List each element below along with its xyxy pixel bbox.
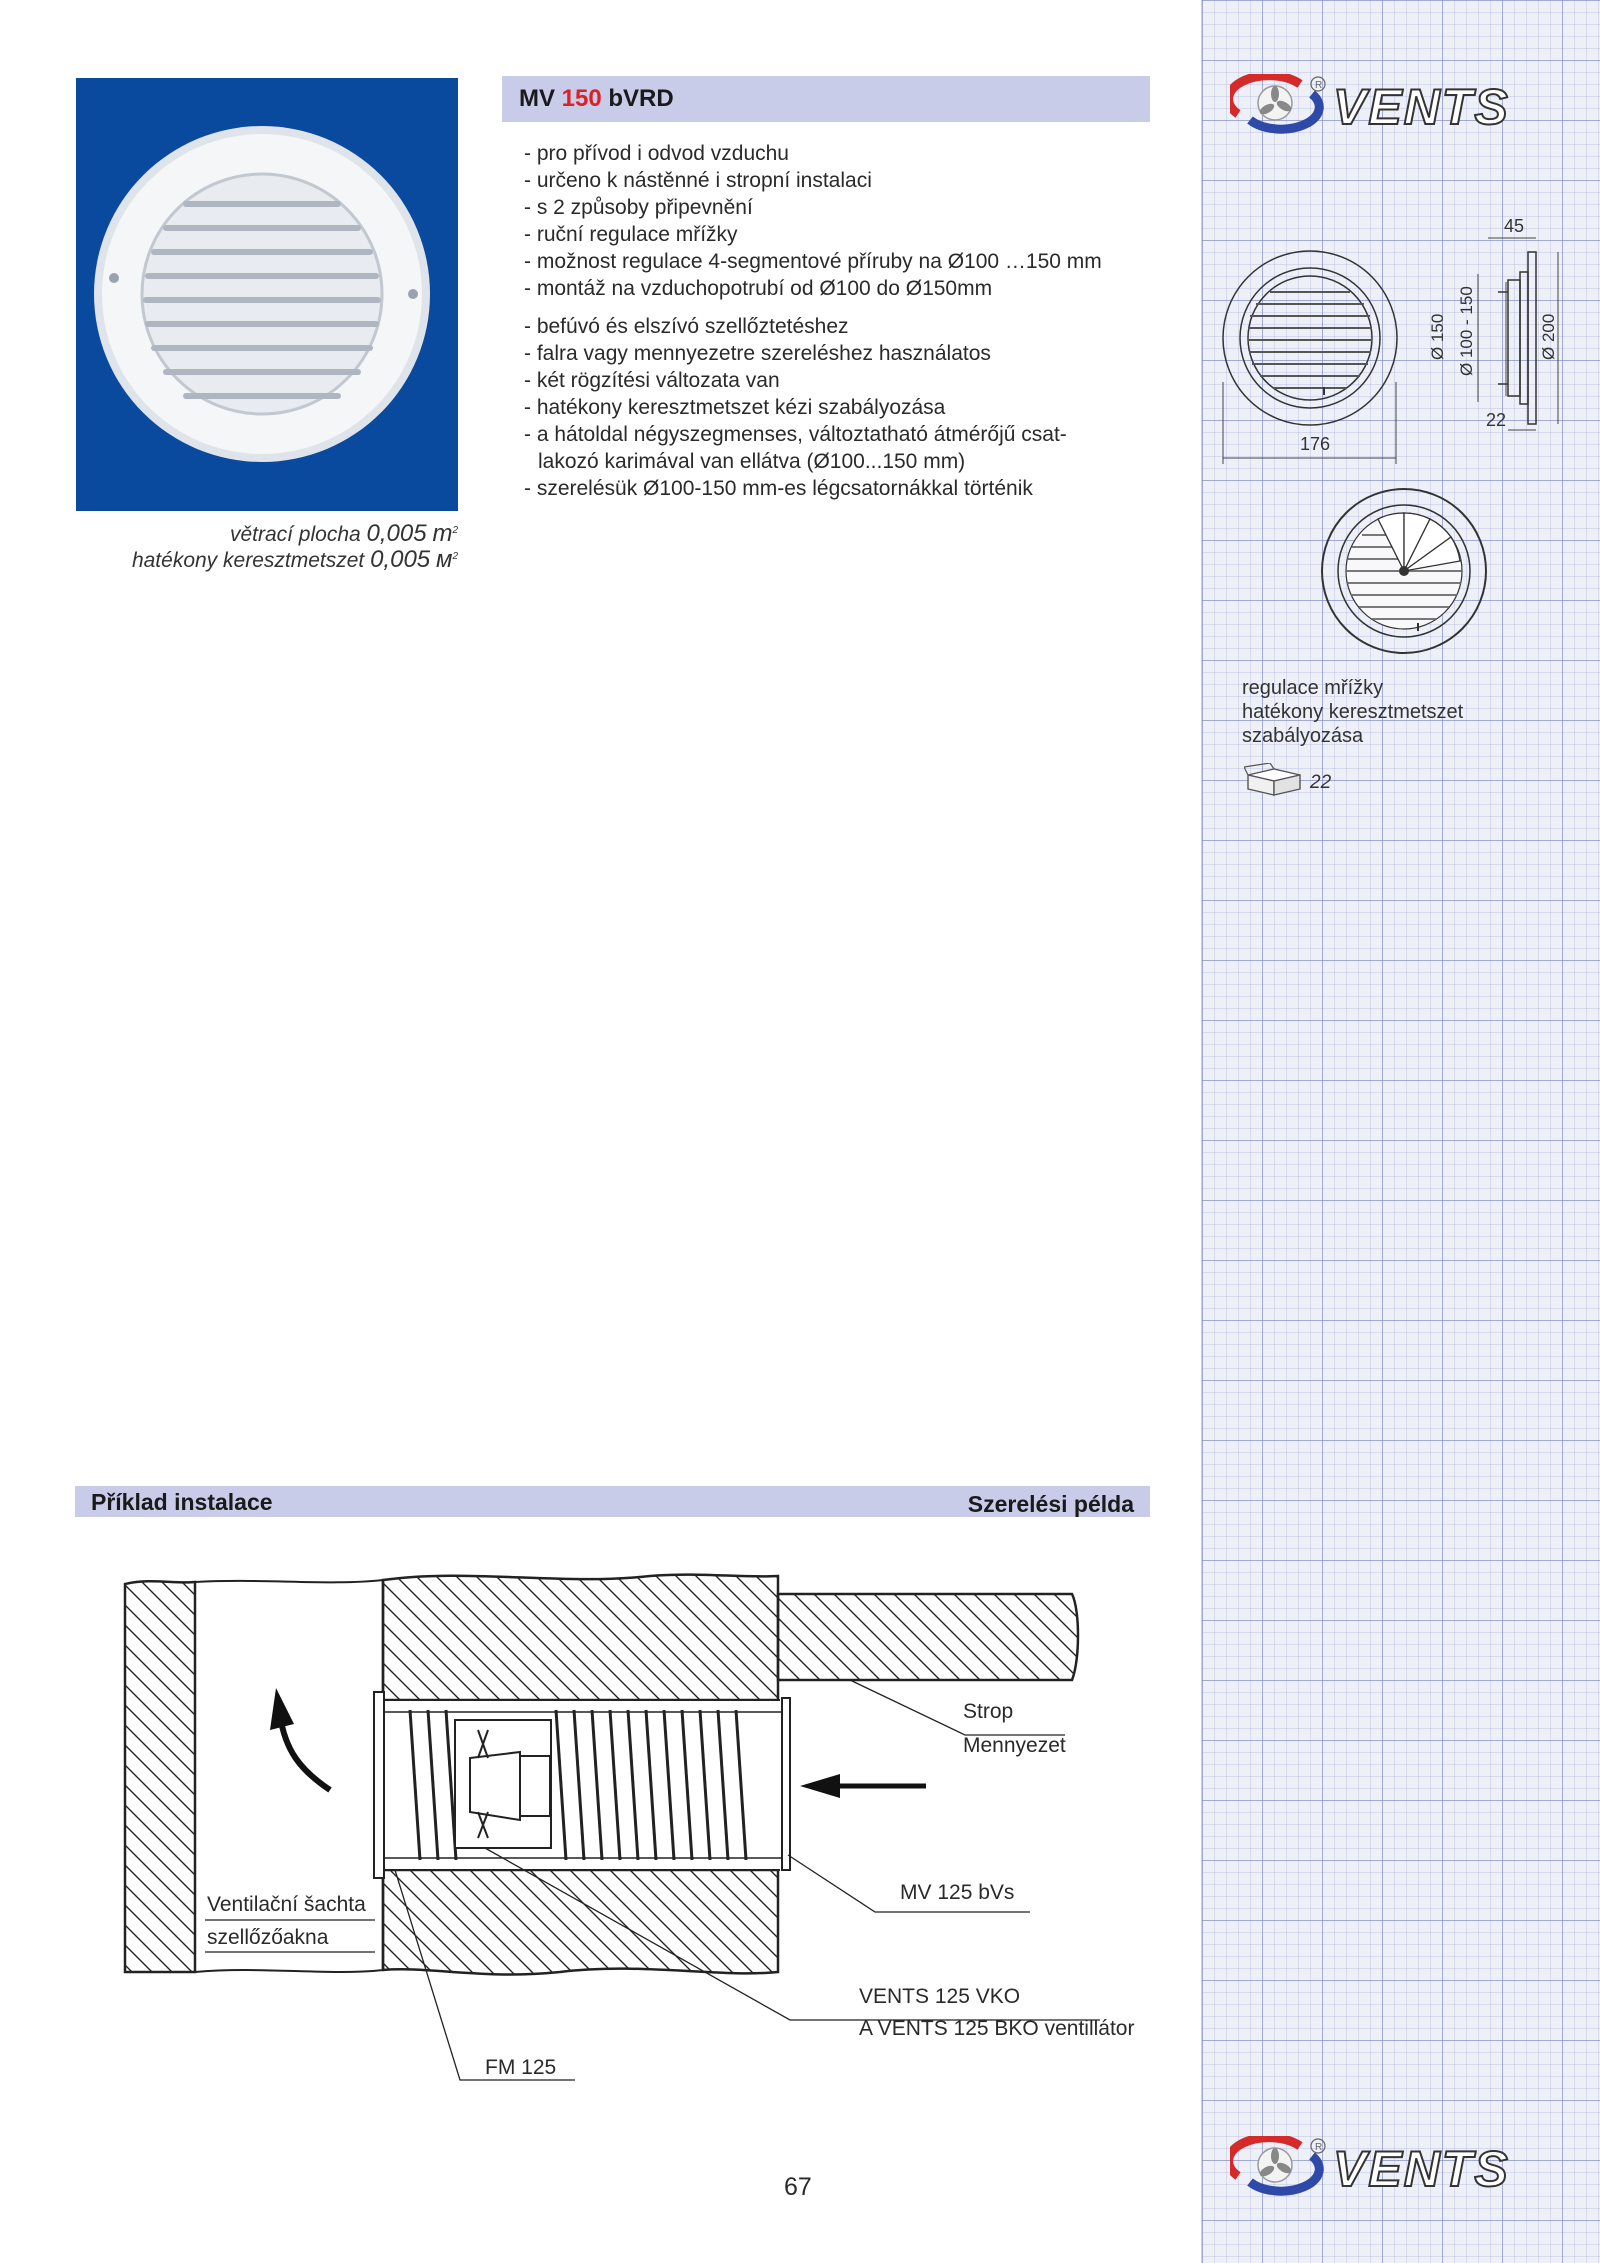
section-title-cz: Příklad instalace [91, 1489, 273, 1515]
product-title-bar [502, 76, 1150, 122]
dim-d200-label: Ø 200 [1539, 313, 1558, 360]
dim-d100-150-label: Ø 100 - 150 [1457, 286, 1476, 376]
label-shaft-cz: Ventilační šachta [207, 1893, 366, 1916]
label-shaft-hu: szellőzőakna [207, 1926, 329, 1949]
feature-item: - s 2 způsoby připevnění [524, 196, 753, 219]
regulation-caption: regulace mřížky hatékony keresztmetszet szabályozása [1242, 677, 1464, 747]
area-caption-cz: větrací plocha 0,005 $m^2$ [229, 520, 458, 547]
feature-item: - určeno k nástěnné i stropní instalaci [524, 169, 872, 192]
svg-text:VENTS: VENTS [1333, 79, 1510, 134]
label-mennyezet: Mennyezet [963, 1734, 1066, 1757]
features-list-cz [524, 140, 1102, 302]
feature-item: - možnost regulace 4-segmentové příruby na Ø100 …150 mm [524, 250, 1102, 273]
label-fan-hu: A VENTS 125 BKO ventillátor [859, 2017, 1135, 2040]
installation-section-bar [75, 1486, 1150, 1517]
feature-item: - befúvó és elszívó szellőztetéshez [524, 315, 849, 338]
installation-diagram [0, 1520, 1200, 2100]
feature-item: - pro přívod i odvod vzduchu [524, 142, 789, 165]
dimension-drawing [1218, 212, 1588, 472]
dim-d150-label: Ø 150 [1428, 313, 1447, 360]
vents-logo-bottom [1230, 2136, 1570, 2196]
feature-item: - falra vagy mennyezetre szereléshez használatos [524, 342, 991, 365]
feature-item: - szerelésük Ø100-150 mm-es légcsatornákkal történik [524, 477, 1033, 500]
section-title-hu: Szerelési példa [967, 1491, 1134, 1517]
feature-item: - hatékony keresztmetszet kézi szabályozása [524, 396, 946, 419]
feature-item: - ruční regulace mřížky [524, 223, 738, 246]
product-title: MV 150 bVRD [519, 85, 674, 112]
label-fan-cz: VENTS 125 VKO [859, 1985, 1021, 2008]
label-strop: Strop [963, 1700, 1014, 1723]
grille-regulation-drawing [1318, 485, 1490, 657]
feature-item: - a hátoldal négyszegmenses, változtatható átmérőjű csat- [524, 423, 1067, 446]
feature-item: lakozó karimával van ellátva (Ø100...150 mm) [538, 450, 966, 473]
area-caption-hu: hatékony keresztmetszet 0,005 $м^2$ [131, 546, 458, 573]
feature-item: - két rögzítési változata van [524, 369, 780, 392]
dim-depth-label: 45 [1504, 216, 1525, 236]
package-quantity: 22 [1310, 772, 1332, 793]
feature-item: - montáž na vzduchopotrubí od Ø100 do Ø150mm [524, 277, 993, 300]
features-list-hu [524, 313, 1067, 502]
vents-logo-top [1230, 74, 1570, 134]
svg-text:VENTS: VENTS [1333, 2141, 1510, 2196]
package-box-icon [1244, 763, 1304, 797]
svg-text:R: R [1315, 2142, 1323, 2153]
label-hose: FM 125 [485, 2056, 557, 2079]
product-photo [76, 78, 458, 511]
svg-text:R: R [1315, 80, 1323, 91]
dim-width-label: 176 [1300, 434, 1331, 454]
dim-flange-label: 22 [1486, 410, 1507, 430]
label-grille: MV 125 bVs [900, 1881, 1015, 1904]
page-number: 67 [784, 2173, 812, 2201]
